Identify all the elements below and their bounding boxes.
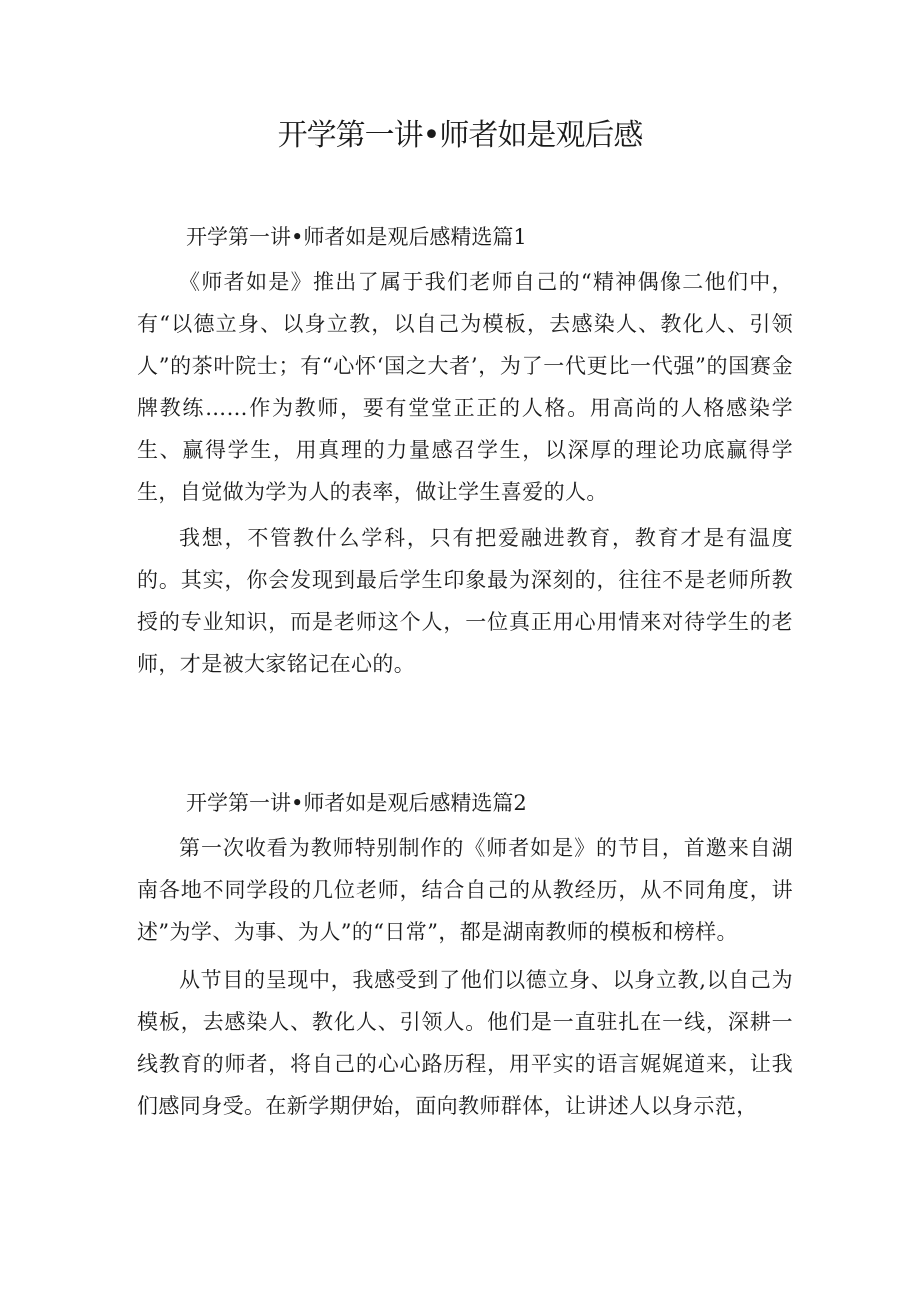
paragraph: 从节目的呈现中，我感受到了他们以德立身、以身立教,以自己为模板，去感染人、教化人、引领人。他们是一直驻扎在一线，深耕一线教育的师者，将自己的心心路历程，用平实的语言娓娓道来，让我们感同身受。在新学期伊始，面向教师群体，让讲述人以身示范， [137, 968, 793, 1118]
paragraph: 我想，不管教什么学科，只有把爱融进教育，教育才是有温度的。其实，你会发现到最后学生印象最为深刻的，往往不是老师所教授的专业知识，而是老师这个人，一位真正用心用情来对待学生的老师，才是被大家铭记在心的。 [137, 526, 793, 676]
section-heading: 开学第一讲•师者如是观后感精选篇2 [186, 791, 527, 815]
document-title: 开学第一讲•师者如是观后感 [277, 118, 643, 153]
section-heading: 开学第一讲•师者如是观后感精选篇1 [186, 225, 527, 249]
paragraph: 《师者如是》推出了属于我们老师自己的“精神偶像二他们中，有“以德立身、以身立教，以自己为模板，去感染人、教化人、引领人”的茶叶院士；有“心怀‘国之大者’，为了一代更比一代强”的国赛金牌教练……作为教师，要有堂堂正正的人格。用高尚的人格感染学生、赢得学生，用真理的力量感召学生，以深厚的理论功底赢得学生，自觉做为学为人的表率，做让学生喜爱的人。 [137, 270, 793, 504]
section-1 [137, 217, 793, 685]
section-2 [137, 783, 793, 1127]
paragraph: 第一次收看为教师特别制作的《师者如是》的节目，首邀来自湖南各地不同学段的几位老师，结合自己的从教经历，从不同角度，讲述”为学、为事、为人”的“日常”，都是湖南教师的模板和榜样。 [137, 836, 793, 944]
